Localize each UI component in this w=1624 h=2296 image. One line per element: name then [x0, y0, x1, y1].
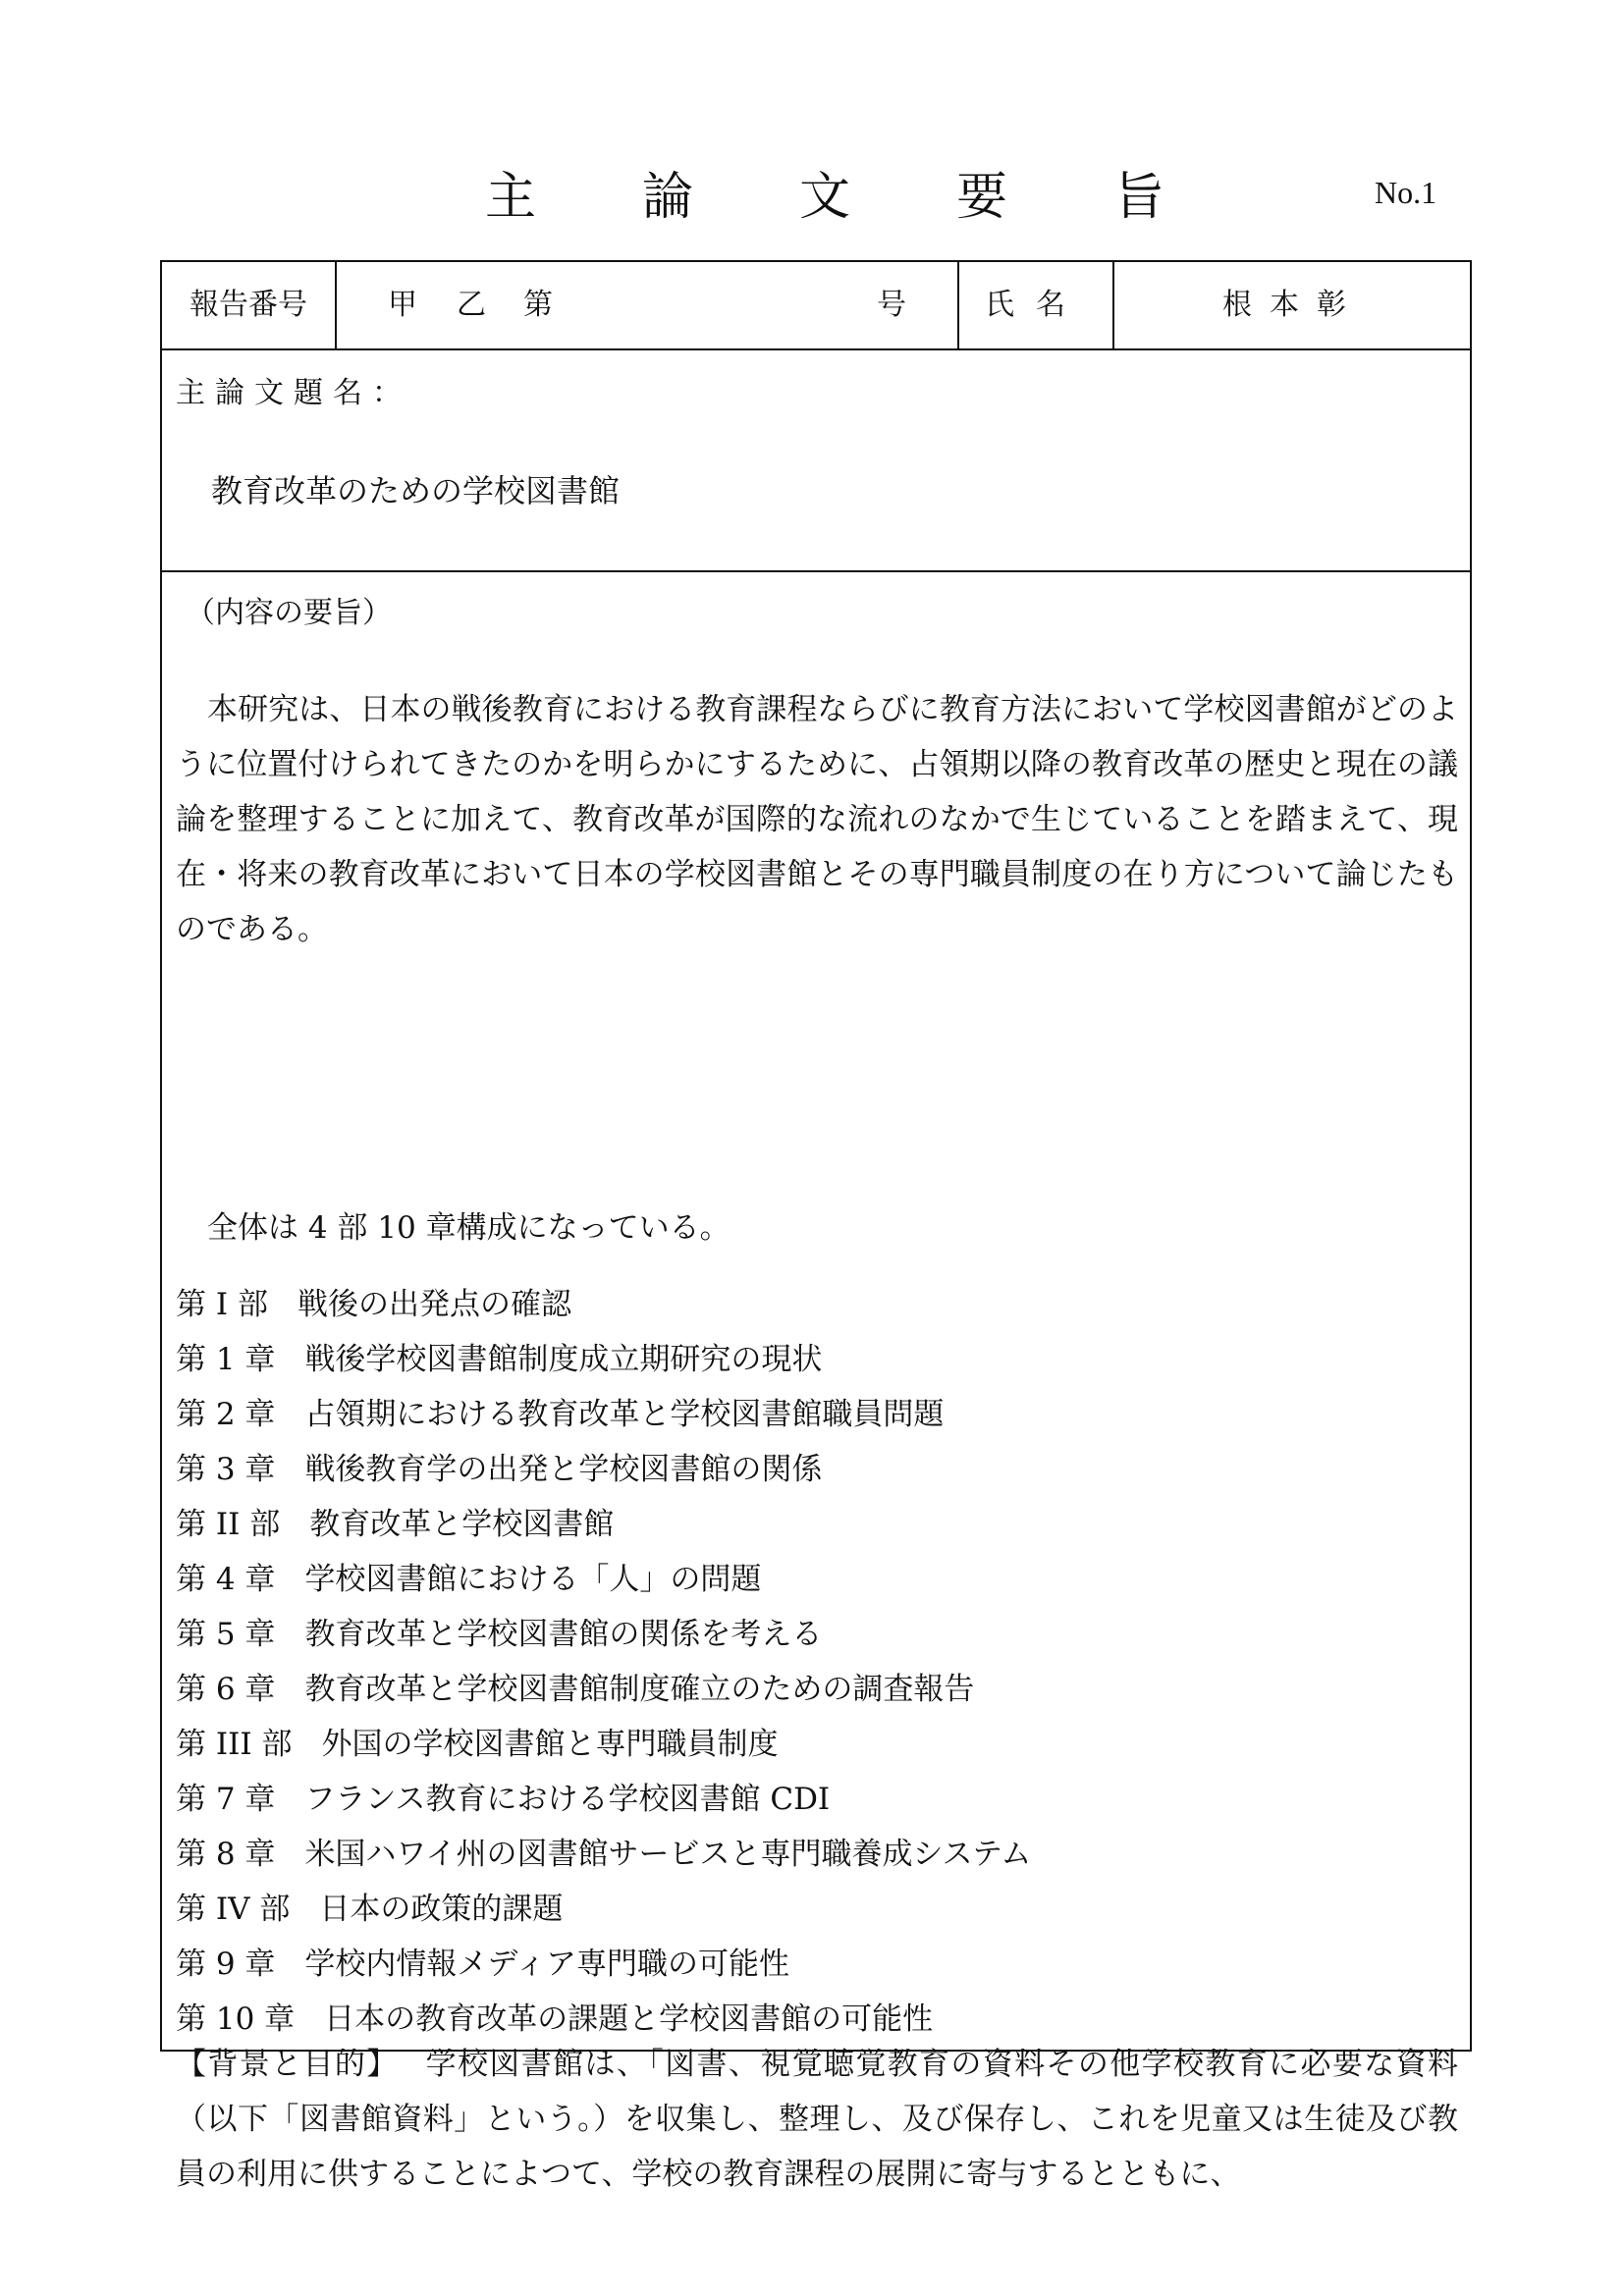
- report-number-label: 報告番号: [162, 262, 337, 348]
- title-char: 論: [641, 168, 693, 227]
- toc-number: 第 6 章: [176, 1672, 276, 1707]
- toc-item: [176, 1772, 1031, 1827]
- toc-title: 米国ハワイ州の図書館サービスと専門職養成システム: [304, 1837, 1032, 1872]
- page-number: No.1: [1375, 175, 1437, 210]
- toc-item: [176, 1332, 1031, 1387]
- intro-paragraph: 本研究は、日本の戦後教育における教育課程ならびに教育方法において学校図書館がどのように位置付けられてきたのかを明らかにするために、占領期以降の教育改革の歴史と現在の議論を整理することに加えて、教育改革が国際的な流れのなかで生じていることを踏まえて、現在・将来の教育改革において日本の学校図書館とその専門職員制度の在り方について論じたものである。: [176, 692, 1458, 947]
- thesis-title-section: [162, 350, 1470, 572]
- toc-number: 第 7 章: [176, 1782, 276, 1817]
- content-summary-label: （内容の要旨）: [186, 596, 392, 630]
- toc-title: 日本の政策的課題: [319, 1892, 564, 1927]
- toc-number: 第 II 部: [176, 1507, 281, 1542]
- toc-title: 教育改革と学校図書館制度確立のための調査報告: [304, 1672, 975, 1707]
- toc-title: 日本の教育改革の課題と学校図書館の可能性: [324, 2002, 934, 2037]
- toc-title: 教育改革と学校図書館の関係を考える: [304, 1617, 823, 1652]
- background-paragraph: [176, 2037, 1458, 2202]
- toc-title: 教育改革と学校図書館: [309, 1507, 615, 1542]
- structure-intro: 全体は 4 部 10 章構成になっている。: [207, 1210, 731, 1246]
- toc-number: 第 5 章: [176, 1617, 276, 1652]
- background-heading: 【背景と目的】: [176, 2047, 399, 2082]
- page-title: [432, 155, 1218, 229]
- title-char: 主: [484, 168, 536, 227]
- toc-title: 戦後学校図書館制度成立期研究の現状: [304, 1342, 823, 1377]
- toc-title: 戦後教育学の出発と学校図書館の関係: [304, 1452, 823, 1487]
- toc-title: 外国の学校図書館と専門職員制度: [321, 1727, 779, 1762]
- toc-number: 第 1 章: [176, 1342, 276, 1377]
- report-part: 甲: [388, 288, 417, 322]
- toc-number: 第 IV 部: [176, 1892, 291, 1927]
- form-header-row: [162, 262, 1470, 350]
- toc-number: 第 4 章: [176, 1562, 276, 1597]
- toc-item: [176, 1387, 1031, 1442]
- toc-item: [176, 1882, 1031, 1937]
- background-text: 学校図書館は、「図書、視覚聴覚教育の資料その他学校教育に必要な資料（以下「図書館資料」という。）を収集し、整理し、及び保存し、これを児童又は生徒及び教員の利用に供することによつて、学校の教育課程の展開に寄与するとともに、: [176, 2047, 1459, 2192]
- toc-title: 学校図書館における「人」の問題: [304, 1562, 762, 1597]
- report-part: 乙: [457, 288, 486, 322]
- report-number-value: [337, 262, 959, 348]
- report-part: 第: [523, 288, 553, 322]
- thesis-title: 教育改革のための学校図書館: [211, 472, 621, 509]
- toc-item: [176, 1552, 1031, 1607]
- toc-number: 第 2 章: [176, 1397, 276, 1432]
- summary-form: [160, 260, 1472, 2192]
- toc-item: [176, 1937, 1031, 1992]
- title-char: 文: [798, 168, 850, 227]
- toc-item: [176, 1442, 1031, 1497]
- title-char: 旨: [1112, 168, 1164, 227]
- toc-number: 第 8 章: [176, 1837, 276, 1872]
- toc-item: [176, 1717, 1031, 1772]
- name-label: 氏名: [959, 262, 1114, 348]
- toc-title: 戦後の出発点の確認: [297, 1287, 571, 1322]
- toc-title: 占領期における教育改革と学校図書館職員問題: [304, 1397, 945, 1432]
- thesis-title-label: 主論文題名：: [176, 376, 411, 410]
- author-name: 根本彰: [1222, 288, 1364, 322]
- toc-item: [176, 1497, 1031, 1552]
- title-char: 要: [955, 168, 1007, 227]
- toc-item: [176, 1662, 1031, 1717]
- toc-title: フランス教育における学校図書館 CDI: [304, 1782, 831, 1817]
- report-part: 号: [877, 288, 906, 322]
- toc-number: 第 3 章: [176, 1452, 276, 1487]
- toc-number: 第 10 章: [176, 2002, 296, 2037]
- toc-item: [176, 1607, 1031, 1662]
- content-summary-section: [162, 572, 1470, 2192]
- toc-item: [176, 1277, 1031, 1332]
- toc-item: [176, 1827, 1031, 1882]
- toc-number: 第 I 部: [176, 1287, 268, 1322]
- table-of-contents: [176, 1277, 1031, 2047]
- toc-number: 第 9 章: [176, 1947, 276, 1982]
- toc-title: 学校内情報メディア専門職の可能性: [304, 1947, 789, 1982]
- toc-number: 第 III 部: [176, 1727, 293, 1762]
